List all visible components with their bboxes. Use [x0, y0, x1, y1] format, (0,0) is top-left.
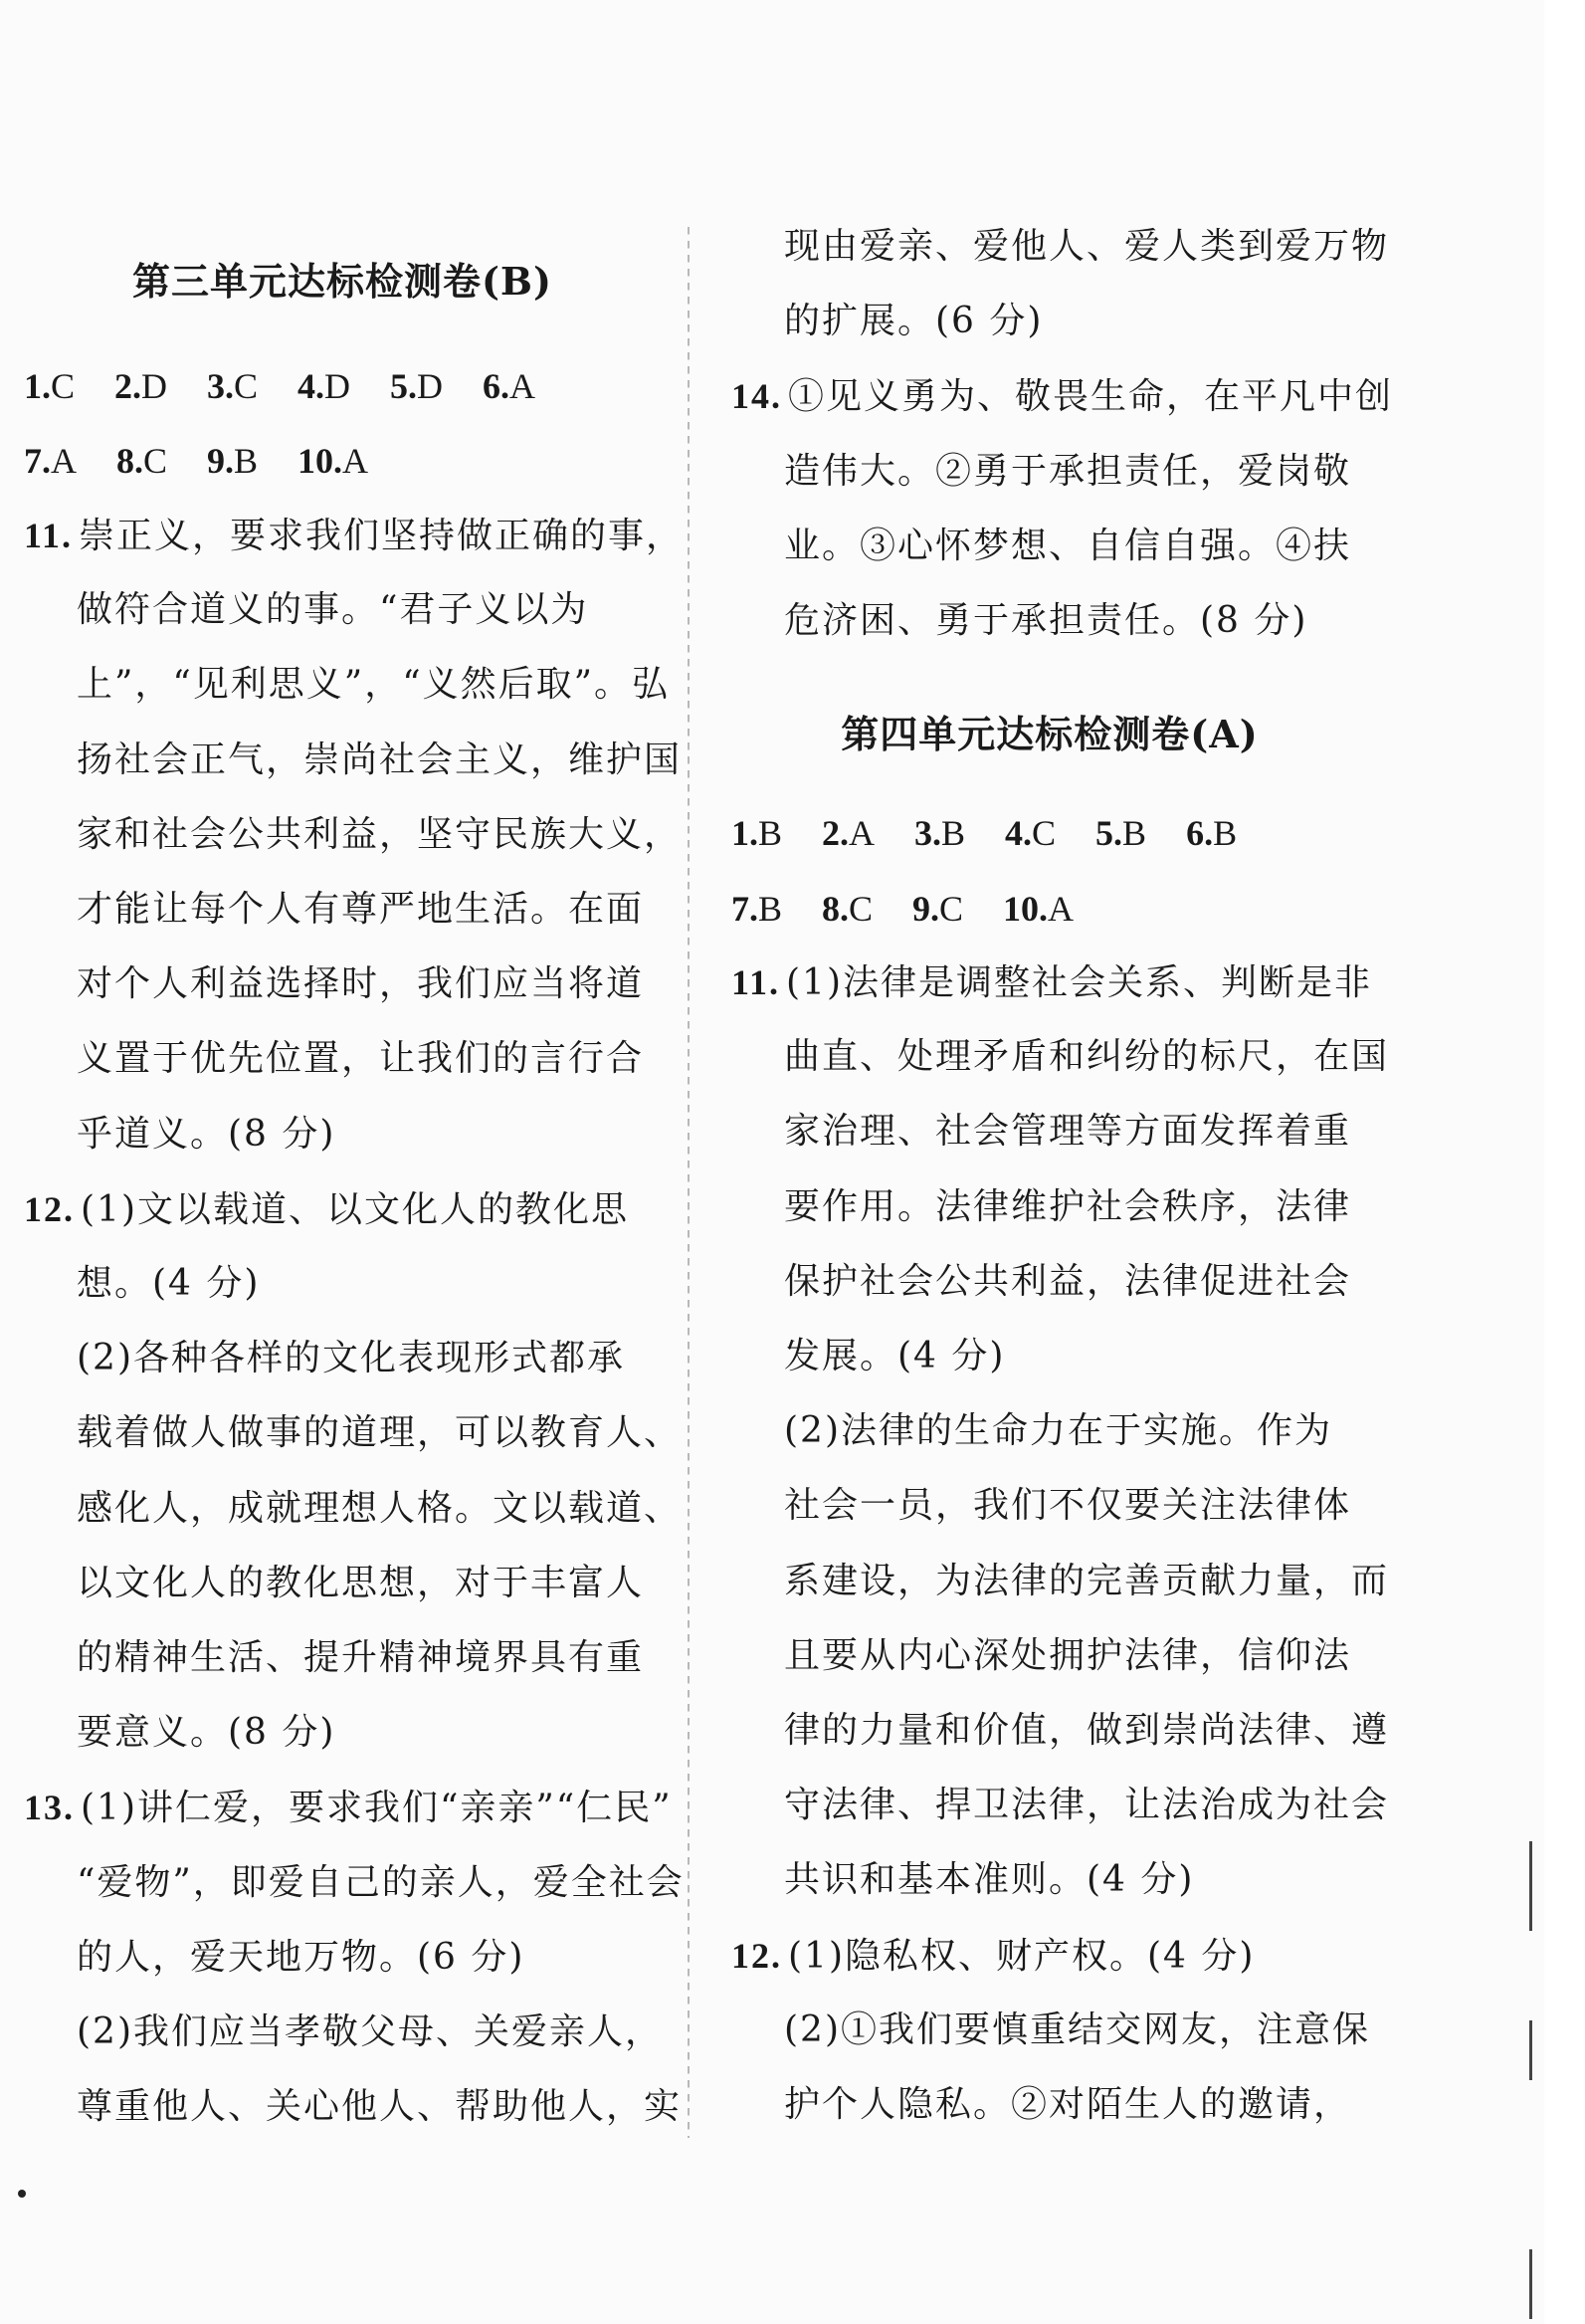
answer-letter: C — [1032, 813, 1057, 853]
answer-text-line — [784, 1636, 1351, 1676]
answer-text: 家治理、社会管理等方面发挥着重 — [784, 1111, 1352, 1153]
question-number: 11. — [731, 962, 781, 1002]
edge-mark — [1529, 2249, 1532, 2319]
answer-text-line — [77, 964, 644, 1004]
answer-text-line — [77, 890, 644, 930]
question-number: 10. — [1003, 889, 1049, 929]
answer-letter: B — [234, 441, 259, 481]
answer-text-line — [731, 376, 1393, 417]
unit4-mcq-answers-row2 — [731, 889, 1113, 929]
answer-text: 以文化人的教化思想，对于丰富人 — [77, 1562, 645, 1603]
answer-letter: D — [417, 366, 444, 406]
answer-text-line — [77, 1489, 682, 1529]
mcq-answer — [297, 441, 368, 481]
answer-text-line — [784, 527, 1351, 566]
answer-text: 感化人，成就理想人格。文以载道、 — [77, 1487, 683, 1529]
mcq-answer — [822, 813, 875, 853]
answer-text: 义置于优先位置，让我们的言行合 — [77, 1038, 645, 1080]
answer-text: 要作用。法律维护社会秩序，法律 — [784, 1185, 1352, 1227]
unit3-test-b-title: 第三单元达标检测卷(B) — [131, 259, 553, 304]
mcq-answer — [731, 813, 782, 853]
mcq-answer — [390, 366, 443, 406]
question-number: 6. — [1186, 813, 1214, 853]
mcq-answer — [114, 366, 167, 406]
answer-text-line — [784, 1187, 1351, 1227]
answer-text-line — [77, 2087, 682, 2127]
unit4-mcq-answers-row1 — [731, 813, 1277, 853]
question-number: 13. — [24, 1788, 75, 1828]
answer-text: 尊重他人、关心他人、帮助他人，实 — [77, 2086, 683, 2128]
answer-text: “爱物”，即爱自己的亲人，爱全社会 — [77, 1861, 685, 1903]
answer-text: (2)各种各样的文化表现形式都承 — [77, 1338, 625, 1379]
answer-text-line — [731, 1936, 1255, 1977]
answer-letter: A — [1048, 889, 1075, 929]
answer-text: 保护社会公共利益，法律促进社会 — [784, 1260, 1352, 1302]
question-number: 2. — [114, 366, 142, 406]
answer-letter: B — [1122, 813, 1147, 853]
answer-text: (1)文以载道、以文化人的教化思 — [81, 1188, 629, 1230]
answer-text-line — [784, 1786, 1389, 1825]
answer-text-line — [77, 1413, 682, 1453]
question-number: 8. — [116, 441, 143, 481]
mcq-answer — [297, 366, 350, 406]
answer-text-line — [24, 1788, 673, 1828]
answer-text-line — [784, 227, 1389, 267]
answer-text: 守法律、捍卫法律，让法治成为社会 — [784, 1785, 1390, 1826]
answer-text-line — [784, 2085, 1351, 2125]
answer-text-line — [77, 1638, 644, 1678]
answer-text-line — [77, 1115, 335, 1155]
answer-text-line — [77, 590, 588, 630]
answer-letter: A — [849, 813, 876, 853]
answer-text-line — [77, 1938, 524, 1978]
unit3-mcq-answers-row2 — [24, 441, 408, 481]
mcq-answer — [1095, 813, 1146, 853]
answer-text: 危济困、勇于承担责任。(8 分) — [784, 600, 1308, 641]
answer-text: 且要从内心深处拥护法律，信仰法 — [784, 1634, 1352, 1676]
answer-text: (1)隐私权、财产权。(4 分) — [788, 1935, 1256, 1977]
answer-text-line — [24, 516, 684, 556]
question-number: 12. — [731, 1935, 782, 1976]
question-number: 3. — [914, 813, 942, 853]
answer-text-line — [77, 740, 682, 780]
answer-letter: C — [143, 441, 168, 481]
mcq-answer — [822, 889, 873, 929]
mcq-answer — [207, 366, 258, 406]
answer-text-line — [77, 2012, 663, 2052]
mcq-answer — [24, 441, 77, 481]
answer-letter: B — [941, 813, 966, 853]
mcq-answer — [207, 441, 258, 481]
answer-text-line — [784, 2010, 1370, 2050]
unit3-mcq-answers-row1 — [24, 366, 575, 406]
answer-text: 系建设，为法律的完善贡献力量，而 — [784, 1560, 1390, 1601]
answer-text-line — [784, 1711, 1389, 1751]
answer-text: 律的力量和价值，做到崇尚法律、遵 — [784, 1710, 1390, 1751]
answer-letter: A — [51, 441, 77, 481]
answer-text: 的扩展。(6 分) — [784, 301, 1044, 342]
question-number: 5. — [1095, 813, 1123, 853]
question-number: 11. — [24, 516, 74, 555]
mcq-answer — [116, 441, 167, 481]
answer-text: 对个人利益选择时，我们应当将道 — [77, 963, 645, 1005]
answer-text: (1)讲仁爱，要求我们“亲亲”“仁民” — [81, 1788, 673, 1829]
answer-text: 造伟大。②勇于承担责任，爱岗敬 — [784, 450, 1352, 492]
question-number: 2. — [822, 813, 850, 853]
answer-text: 要意义。(8 分) — [77, 1712, 336, 1754]
question-number: 4. — [297, 366, 325, 406]
answer-text: ①见义勇为、敬畏生命，在平凡中创 — [788, 376, 1394, 418]
answer-text: 的精神生活、提升精神境界具有重 — [77, 1637, 645, 1678]
answer-text: 才能让每个人有尊严地生活。在面 — [77, 889, 645, 930]
mcq-answer — [24, 366, 75, 406]
answer-text: (2)法律的生命力在于实施。作为 — [784, 1410, 1332, 1452]
margin-dot — [18, 2190, 26, 2198]
answer-text: 乎道义。(8 分) — [77, 1113, 336, 1155]
answer-text-line — [77, 1264, 260, 1304]
question-number: 1. — [24, 366, 51, 406]
answer-text: 崇正义，要求我们坚持做正确的事， — [79, 516, 685, 556]
answer-text: 社会一员，我们不仅要关注法律体 — [784, 1485, 1352, 1527]
answer-text-line — [784, 1562, 1389, 1601]
answer-text: 的人，爱天地万物。(6 分) — [77, 1936, 525, 1978]
answer-text-line — [77, 665, 670, 705]
question-number: 12. — [24, 1188, 75, 1229]
answer-text-line — [784, 1337, 1005, 1376]
answer-letter: C — [939, 889, 964, 929]
answer-letter: B — [1213, 813, 1238, 853]
answer-letter: A — [509, 366, 536, 406]
answer-text-line — [24, 1189, 629, 1230]
answer-text: 曲直、处理矛盾和纠纷的标尺，在国 — [784, 1036, 1390, 1078]
answer-text-line — [731, 962, 1372, 1003]
answer-text-line — [77, 1039, 644, 1079]
question-number: 8. — [822, 889, 850, 929]
mcq-answer — [1003, 889, 1074, 929]
answer-text-line — [77, 1564, 644, 1603]
answer-letter: C — [234, 366, 259, 406]
answer-letter: B — [758, 813, 783, 853]
question-number: 9. — [207, 441, 235, 481]
answer-text-line — [77, 1339, 625, 1378]
answer-letter: C — [849, 889, 874, 929]
answer-text: 家和社会公共利益，坚守民族大义， — [77, 813, 683, 855]
answer-text: 做符合道义的事。“君子义以为 — [77, 589, 589, 631]
answer-letter: B — [758, 889, 783, 929]
answer-text-line — [784, 1262, 1351, 1302]
question-number: 14. — [731, 376, 782, 417]
edge-mark — [1529, 1841, 1532, 1931]
question-number: 3. — [207, 366, 235, 406]
answer-text: 扬社会正气，崇尚社会主义，维护国 — [77, 739, 683, 780]
answer-text: 共识和基本准则。(4 分) — [784, 1859, 1195, 1901]
answer-text: (2)①我们要慎重结交网友，注意保 — [784, 2008, 1370, 2050]
edge-mark — [1529, 2020, 1532, 2080]
answer-text-line — [784, 1037, 1389, 1077]
mcq-answer — [731, 889, 782, 929]
answer-letter: D — [324, 366, 351, 406]
question-number: 7. — [24, 441, 51, 481]
mcq-answer — [912, 889, 963, 929]
mcq-answer — [914, 813, 965, 853]
answer-text-line — [77, 1713, 335, 1753]
question-number: 1. — [731, 813, 758, 853]
question-number: 5. — [390, 366, 418, 406]
answer-letter: C — [51, 366, 76, 406]
answer-text: 业。③心怀梦想、自信自强。④扶 — [784, 525, 1352, 566]
answer-text-line — [784, 452, 1351, 492]
question-number: 10. — [297, 441, 343, 481]
mcq-answer — [483, 366, 535, 406]
answer-letter: D — [141, 366, 168, 406]
answer-text-line — [77, 815, 682, 855]
question-number: 9. — [912, 889, 940, 929]
answer-text: (2)我们应当孝敬父母、关爱亲人， — [77, 2011, 663, 2052]
answer-text-line — [784, 1112, 1351, 1152]
column-divider — [688, 227, 690, 2138]
answer-text-line — [784, 1486, 1351, 1526]
answer-text: 载着做人做事的道理，可以教育人、 — [77, 1412, 683, 1454]
answer-text-line — [784, 1411, 1332, 1451]
answer-text-line — [784, 1860, 1194, 1900]
mcq-answer — [1005, 813, 1056, 853]
answer-text-line — [784, 601, 1307, 641]
answer-text: 护个人隐私。②对陌生人的邀请， — [784, 2084, 1352, 2125]
answer-text: 上”，“见利思义”，“义然后取”。弘 — [77, 664, 671, 706]
mcq-answer — [1186, 813, 1237, 853]
question-number: 6. — [483, 366, 510, 406]
answer-text: 现由爱亲、爱他人、爱人类到爱万物 — [784, 226, 1390, 267]
answer-letter: A — [342, 441, 369, 481]
answer-text: 想。(4 分) — [77, 1263, 261, 1304]
question-number: 7. — [731, 889, 758, 929]
answer-text: (1)法律是调整社会关系、判断是非 — [786, 962, 1373, 1003]
unit4-test-a-title: 第四单元达标检测卷(A) — [841, 712, 1259, 756]
question-number: 4. — [1005, 813, 1033, 853]
answer-text-line — [784, 302, 1043, 341]
answer-text: 发展。(4 分) — [784, 1336, 1006, 1376]
answer-text-line — [77, 1863, 685, 1903]
